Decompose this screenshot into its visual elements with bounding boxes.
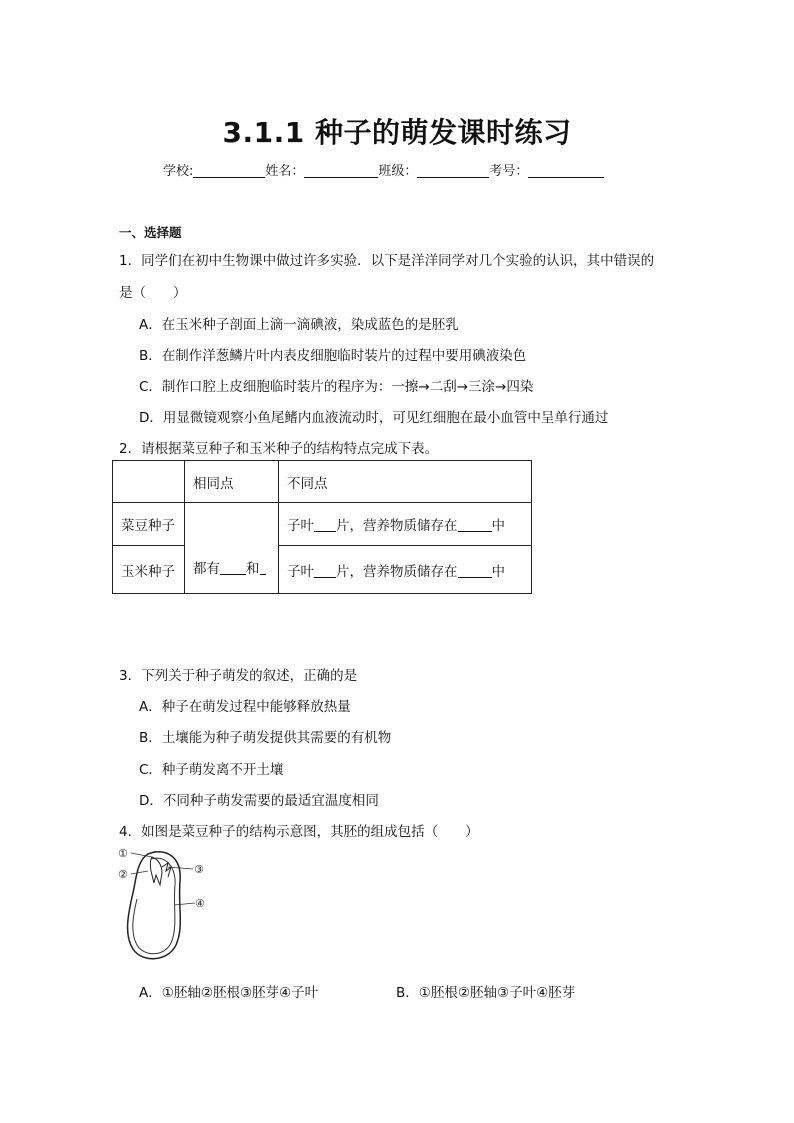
q3-option-c: C．种子萌发离不开土壤 — [139, 762, 284, 778]
q3-option-a: A．种子在萌发过程中能够释放热量 — [139, 699, 351, 715]
embryo-shape — [150, 857, 162, 885]
same-cell — [185, 503, 279, 594]
q4-option-a: A．①胚轴②胚根③胚芽④子叶 — [139, 985, 319, 1001]
header-diff: 不同点 — [279, 461, 532, 503]
q1-option-b: B．在制作洋葱鳞片叶内表皮细胞临时装片的过程中要用碘液染色 — [139, 348, 527, 364]
school-label: 学校: — [163, 164, 194, 179]
q1-option-d: D．用显微镜观察小鱼尾鳍内血液流动时，可见红细胞在最小血管中呈单行通过 — [139, 410, 609, 426]
q1-stem-line2: 是（ ） — [119, 285, 187, 301]
q3-option-b: B．土壤能为种子萌发提供其需要的有机物 — [139, 730, 392, 746]
q3-stem: 3．下列关于种子萌发的叙述，正确的是 — [119, 668, 358, 684]
diff-a-1: 子叶 — [287, 518, 314, 534]
same-b: 和 — [246, 561, 260, 577]
header-same: 相同点 — [185, 461, 279, 503]
name-label: 姓名： — [265, 164, 305, 179]
school-blank — [193, 163, 265, 178]
q4-stem: 4．如图是菜豆种子的结构示意图，其胚的组成包括（ ） — [119, 824, 479, 840]
number-blank — [528, 163, 604, 178]
diagram-label-3: ③ — [194, 863, 204, 876]
seed-comparison-table — [112, 460, 532, 594]
diff-a-2: 子叶 — [287, 563, 314, 580]
student-info-line — [163, 160, 604, 179]
storage-blank-2 — [458, 564, 492, 578]
diff-cell-bean — [279, 503, 532, 546]
q1-option-a: A．在玉米种子剖面上滴一滴碘液，染成蓝色的是胚乳 — [139, 317, 459, 333]
diff-b-1: 片，营养物质储存在 — [336, 518, 458, 534]
page-title: 3.1.1 种子的萌发课时练习 — [222, 116, 572, 149]
q4-option-b: B．①胚根②胚轴③子叶④胚芽 — [396, 985, 576, 1001]
section-heading: 一、选择题 — [119, 225, 182, 240]
cotyledon-blank-1 — [314, 518, 336, 532]
class-label: 班级： — [378, 164, 418, 179]
table-row — [113, 503, 532, 546]
same-blank-1 — [220, 561, 246, 575]
q2-stem: 2．请根据菜豆种子和玉米种子的结构特点完成下表。 — [119, 441, 439, 457]
q1-stem-line1: 1．同学们在初中生物课中做过许多实验．以下是洋洋同学对几个实验的认识，其中错误的 — [119, 253, 655, 269]
cotyledon-blank-2 — [314, 564, 336, 578]
diff-cell-corn — [279, 546, 532, 594]
class-blank — [417, 163, 489, 178]
storage-blank-1 — [458, 518, 492, 532]
leader-line-4 — [174, 903, 195, 905]
diagram-label-1: ① — [118, 847, 128, 860]
number-label: 考号： — [489, 164, 529, 179]
table-corner-cell — [113, 461, 185, 503]
same-blank-2 — [260, 561, 266, 575]
diff-b-2: 片，营养物质储存在 — [336, 563, 458, 580]
q1-option-c: C．制作口腔上皮细胞临时装片的程序为：一擦→二刮→三涂→四染 — [139, 379, 534, 395]
bean-seed-diagram — [118, 845, 213, 967]
leader-line-2 — [131, 871, 148, 874]
row-label-bean: 菜豆种子 — [113, 503, 185, 546]
table-header-row — [113, 461, 532, 503]
diff-c-1: 中 — [491, 518, 505, 534]
diagram-label-4: ④ — [195, 897, 205, 910]
table-row — [113, 546, 532, 594]
row-label-corn: 玉米种子 — [113, 546, 185, 594]
same-a: 都有 — [193, 561, 220, 577]
diff-c-2: 中 — [491, 563, 505, 580]
q3-option-d: D．不同种子萌发需要的最适宜温度相同 — [139, 793, 379, 809]
diagram-label-2: ② — [118, 868, 128, 881]
name-blank — [304, 163, 378, 178]
